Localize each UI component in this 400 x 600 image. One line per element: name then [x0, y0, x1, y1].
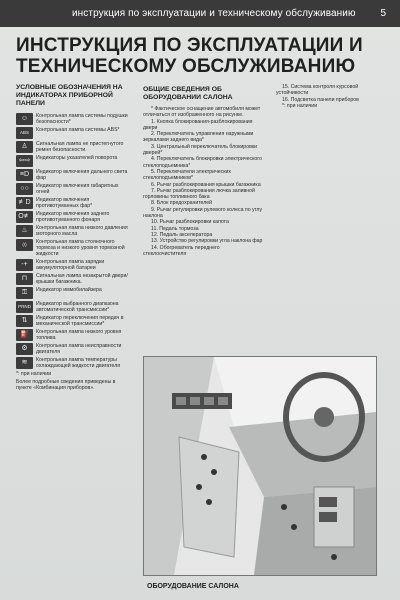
- salon-item: 14. Обогреватель переднего стеклоочистителя: [143, 244, 220, 257]
- legend-item: [16, 127, 129, 139]
- airbag-icon: ☺: [16, 113, 33, 125]
- legend-item: [16, 273, 129, 285]
- header-title: инструкция по эксплуатации и техническому обслуживанию: [72, 8, 356, 19]
- legend-item: [16, 141, 129, 153]
- salon-item: 9. Рычаг регулировки рулевого колеса по углу наклона: [143, 206, 263, 220]
- legend-item-text: Контрольная лампа зарядки аккумуляторной батареи: [36, 259, 105, 271]
- legend-item-text: Контрольная лампа неисправности двигателя: [36, 343, 122, 355]
- brake-icon: (!): [16, 239, 33, 251]
- salon-item: 16. Подсветка панели приборов: [282, 96, 359, 103]
- legend-item-text: Индикатор иммобилайзера: [36, 287, 102, 293]
- salon-item: 2. Переключатель управления наружными зеркалами заднего вида*: [143, 131, 254, 144]
- legend-list: [16, 113, 129, 369]
- salon-item: 10. Рычаг разблокировки капота: [151, 219, 229, 226]
- salon-column-right: [276, 84, 386, 109]
- legend-reference: Более подробные сведения приведены в пункте «Комбинация приборов».: [16, 379, 116, 391]
- legend-item-text: Контрольная лампа системы подушки безопасности*: [36, 113, 128, 125]
- salon-item: 15. Система контроля курсовой устойчивости: [276, 84, 359, 97]
- legend-column: [16, 84, 129, 391]
- coolant-temp-icon: ≋: [16, 357, 33, 369]
- photo-caption: ОБОРУДОВАНИЕ САЛОНА: [147, 583, 239, 590]
- legend-item-text: Индикатор включения противотуманных фар*: [36, 197, 93, 209]
- salon-item: *: при наличии: [282, 102, 318, 109]
- legend-item-text: Индикаторы указателей поворота: [36, 155, 118, 161]
- legend-item: [16, 357, 129, 369]
- check-engine-icon: ⚙: [16, 343, 33, 355]
- salon-list-right: [276, 84, 386, 109]
- front-fog-icon: ≢D: [16, 197, 33, 209]
- legend-item: [16, 301, 129, 313]
- legend-item-text: Индикатор выбранного диапазона автоматической трансмиссии*: [36, 301, 119, 313]
- legend-item: [16, 155, 129, 167]
- legend-item: [16, 343, 129, 355]
- salon-item: 13. Устройство регулировки угла наклона фар: [151, 238, 263, 245]
- legend-item: [16, 239, 129, 257]
- legend-item-text: Контрольная лампа низкого уровня топлива: [36, 329, 122, 341]
- abs-icon: ABS: [16, 127, 33, 139]
- rear-fog-icon: O≢: [16, 211, 33, 223]
- legend-item: [16, 197, 129, 209]
- legend-item: [16, 287, 129, 299]
- page-number: 5: [380, 8, 386, 19]
- oil-pressure-icon: ♨: [16, 225, 33, 237]
- legend-item: [16, 225, 129, 237]
- legend-item: [16, 183, 129, 195]
- parking-lights-icon: ○○: [16, 183, 33, 195]
- shift-icon: ⇅: [16, 315, 33, 327]
- page-title: ИНСТРУКЦИЯ ПО ЭКСПЛУАТАЦИИ И ТЕХНИЧЕСКОМУ ОБСЛУЖИВАНИЮ: [16, 35, 363, 77]
- legend-item-text: Сигнальная лампа незакрытой двери/крышки багажника.: [36, 273, 128, 285]
- legend-footnote: *: при наличии: [16, 371, 52, 377]
- legend-item-text: Индикатор переключения передач в механической трансмиссии*: [36, 315, 124, 327]
- salon-item: 6. Рычаг разблокирования крышки багажника: [151, 181, 261, 188]
- legend-item-text: Контрольная лампа системы ABS*: [36, 127, 120, 133]
- legend-item-text: Индикатор включения габаритных огней: [36, 183, 119, 195]
- car-interior-illustration: [144, 357, 376, 575]
- salon-item: 11. Педаль тормоза: [151, 225, 199, 232]
- salon-item: 3. Центральный переключатель блокировки дверей*: [143, 143, 258, 157]
- legend-item-text: Сигнальная лампа не пристегнутого ремня безопасности.: [36, 141, 124, 153]
- legend-item: [16, 113, 129, 125]
- legend-item: [16, 329, 129, 341]
- seatbelt-icon: ♙: [16, 141, 33, 153]
- immobilizer-icon: ⚿: [16, 287, 33, 299]
- salon-column: [143, 86, 263, 257]
- salon-item: * Фактическое оснащение автомобиля может отличаться от изображенного на рисунке.: [143, 106, 261, 119]
- legend-item-text: Контрольная лампа температуры охлаждающей жидкости двигателя: [36, 357, 121, 369]
- battery-icon: -+: [16, 259, 33, 271]
- legend-heading: УСЛОВНЫЕ ОБОЗНАЧЕНИЯ НА ИНДИКАТОРАХ ПРИБОРНОЙ ПАНЕЛИ: [16, 84, 123, 107]
- salon-item: 5. Переключатели электрических стеклоподъемников*: [143, 168, 232, 182]
- salon-item: 7. Рычаг разблокирования лючка заливной горловины топливного бака: [143, 187, 255, 201]
- legend-item-text: Индикатор включения заднего противотуманного фонаря: [36, 211, 110, 223]
- salon-item: 12. Педаль акселератора: [151, 231, 213, 238]
- salon-item: 8. Блок предохранителей: [151, 200, 213, 207]
- legend-item: [16, 169, 129, 181]
- salon-photo: [143, 356, 377, 576]
- turn-signal-icon: ⇦⇨: [16, 155, 33, 167]
- legend-item-text: Индикатор включения дальнего света фар: [36, 169, 128, 181]
- fuel-icon: ⛽: [16, 329, 33, 341]
- salon-item: 4. Переключатель блокировки электрического стеклоподъемника*: [143, 156, 262, 169]
- legend-item: [16, 315, 129, 327]
- legend-item-text: Контрольная лампа низкого давления моторного масла: [36, 225, 128, 237]
- salon-list: [143, 106, 263, 257]
- running-header: [0, 0, 400, 27]
- salon-heading: ОБЩИЕ СВЕДЕНИЯ ОБ ОБОРУДОВАНИИ САЛОНА: [143, 86, 233, 101]
- salon-item: 1. Кнопка блокирования-разблокирования двери: [143, 118, 253, 131]
- legend-item: [16, 211, 129, 223]
- door-icon: ⊓: [16, 273, 33, 285]
- legend-item-text: Контрольная лампа стояночного тормоза и низкого уровня тормозной жидкости: [36, 239, 125, 257]
- legend-item: [16, 259, 129, 271]
- high-beam-icon: ≡D: [16, 169, 33, 181]
- gear-selector-icon: PRND: [16, 301, 33, 313]
